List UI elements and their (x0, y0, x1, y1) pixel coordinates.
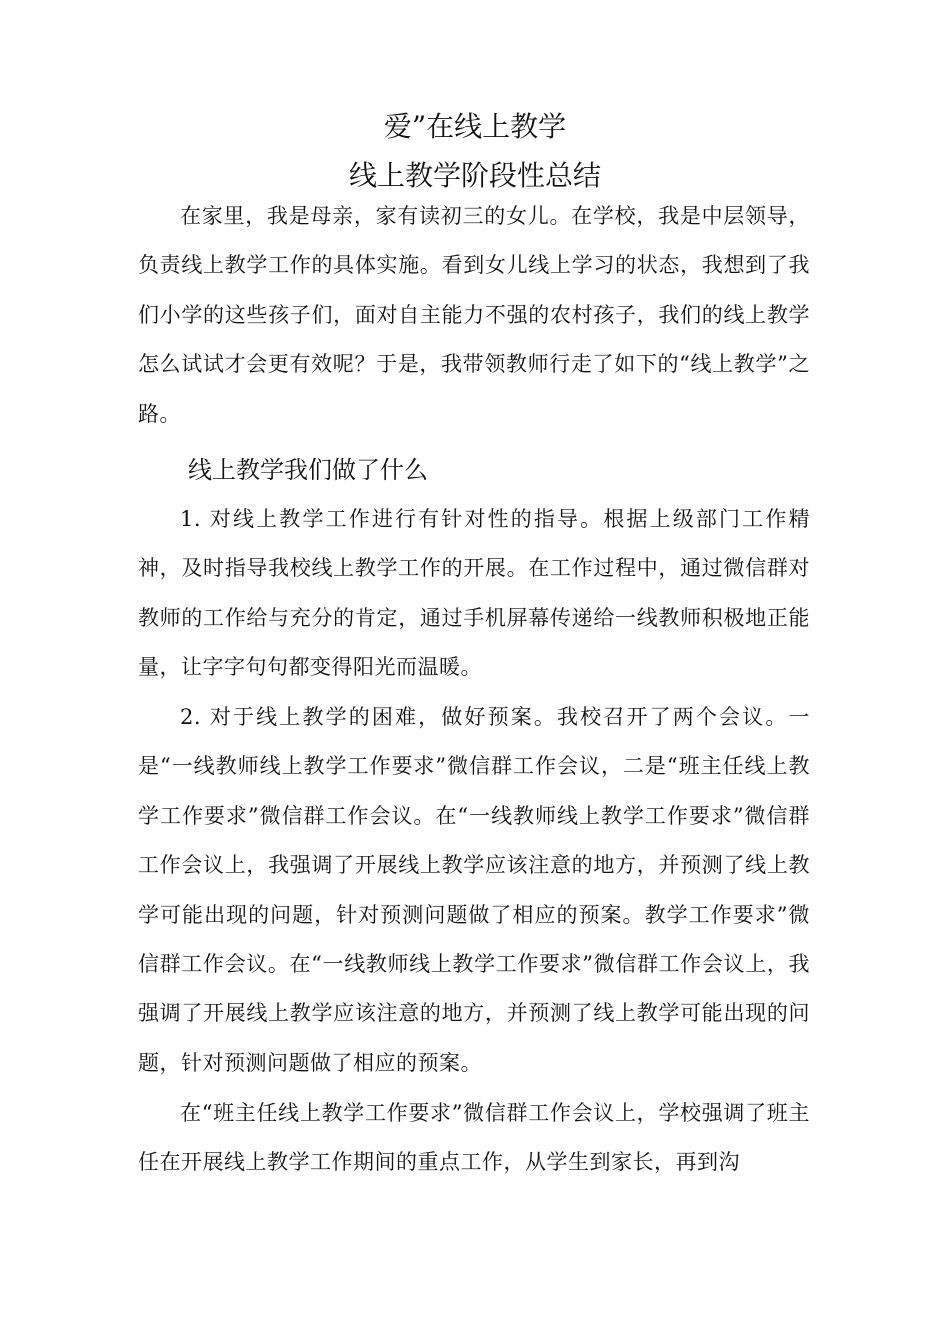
section-paragraph-3: 在“班主任线上教学工作要求”微信群工作会议上，学校强调了班主任在开展线上教学工作期间的重点工作，从学生到家长，再到沟 (138, 1101, 810, 1175)
document-title: 爱”在线上教学 (383, 110, 567, 143)
document-subtitle: 线上教学阶段性总结 (348, 159, 601, 192)
intro-paragraph: 在家里，我是母亲，家有读初三的女儿。在学校，我是中层领导，负责线上教学工作的具体实施。看到女儿线上学习的状态，我想到了我们小学的这些孩子们，面对自主能力不强的农村孩子，我们的线上教学怎么试试才会更有效呢？于是，我带领教师行走了如下的“线上教学”之路。 (138, 204, 810, 426)
section-paragraph-1: 1. 对线上教学工作进行有针对性的指导。根据上级部门工作精神，及时指导我校线上教学工作的开展。在工作过程中，通过微信群对教师的工作给与充分的肯定，通过手机屏幕传递给一线教师积极地正能量，让字字句句都变得阳光而温暖。 (138, 507, 810, 680)
section-heading: 线上教学我们做了什么 (188, 456, 428, 484)
section-paragraph-2: 2. 对于线上教学的困难，做好预案。我校召开了两个会议。一是“一线教师线上教学工作要求”微信群工作会议，二是“班主任线上教学工作要求”微信群工作会议。在“一线教师线上教学工作要求”微信群工作会议上，我强调了开展线上教学应该注意的地方，并预测了线上教学可能出现的问题，针对预测问题做了相应的预案。教学工作要求”微信群工作会议。在“一线教师线上教学工作要求”微信群工作会议上，我强调了开展线上教学应该注意的地方，并预测了线上教学可能出现的问题，针对预测问题做了相应的预案。 (138, 705, 810, 1075)
